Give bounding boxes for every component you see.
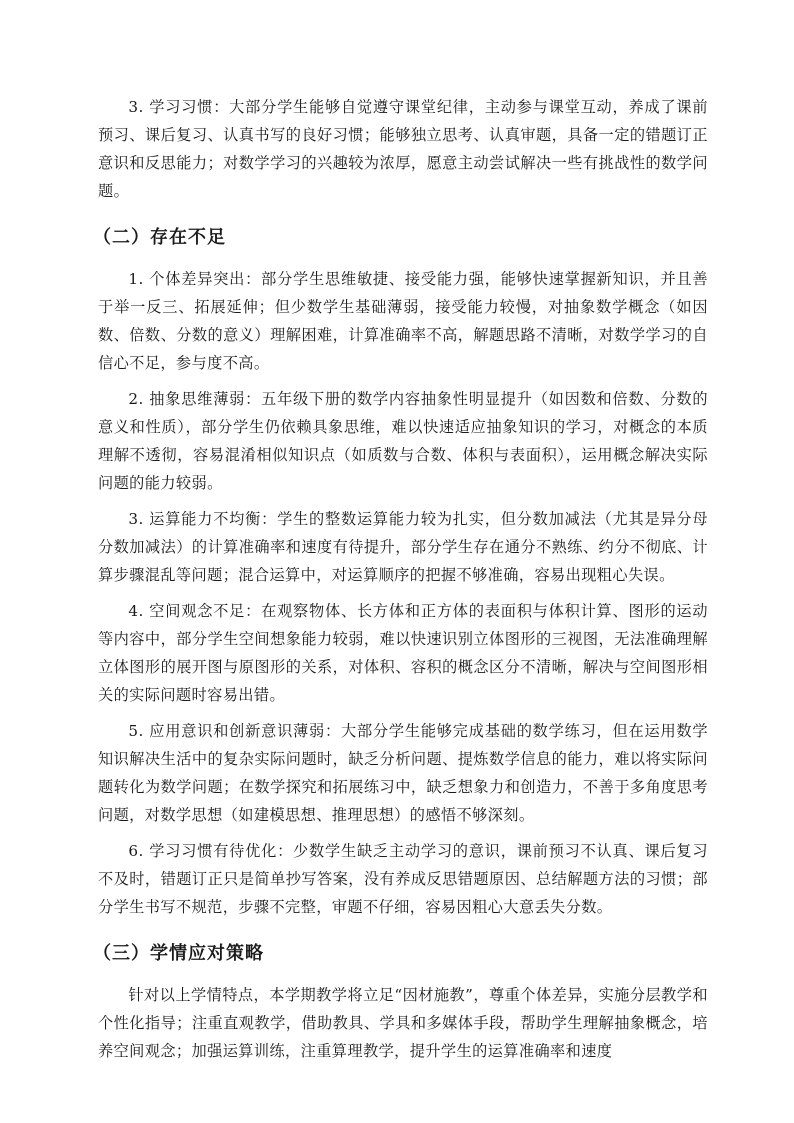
paragraph-study-habits: 6. 学习习惯有待优化：少数学生缺乏主动学习的意识，课前预习不认真、课后复习不及时，错题订正只是简单抄写答案，没有养成反思错题原因、总结解题方法的习惯；部分学生书写不规范，步骤不完整，审题不仔细，容易因粗心大意丢失分数。 [98,842,708,916]
paragraph-spatial-concept: 4. 空间观念不足：在观察物体、长方体和正方体的表面积与体积计算、图形的运动等内容中，部分学生空间想象能力较弱，难以快速识别立体图形的三视图，无法准确理解立体图形的展开图与原图形的关系，对体积、容积的概念区分不清晰，解决与空间图形相关的实际问题时容易出错。 [98,602,708,704]
paragraph-individual-differences: 1. 个体差异突出：部分学生思维敏捷、接受能力强，能够快速掌握新知识，并且善于举一反三、拓展延伸；但少数学生基础薄弱，接受能力较慢，对抽象数学概念（如因数、倍数、分数的意义）理解困难，计算准确率不高，解题思路不清晰，对数学学习的自信心不足，参与度不高。 [98,270,708,372]
paragraph-learning-habits: 3. 学习习惯：大部分学生能够自觉遵守课堂纪律，主动参与课堂互动，养成了课前预习、课后复习、认真书写的良好习惯；能够独立思考、认真审题，具备一定的错题订正意识和反思能力；对数学学习的兴趣较为浓厚，愿意主动尝试解决一些有挑战性的数学问题。 [98,98,708,200]
paragraph-strategies: 针对以上学情特点，本学期教学将立足“因材施教”，尊重个体差异，实施分层教学和个性化指导；注重直观教学，借助教具、学具和多媒体手段，帮助学生理解抽象概念，培养空间观念；加强运算训练，注重算理教学，提升学生的运算准确率和速度 [98,986,708,1060]
paragraph-computation-ability: 3. 运算能力不均衡：学生的整数运算能力较为扎实，但分数加减法（尤其是异分母分数加减法）的计算准确率和速度有待提升，部分学生存在通分不熟练、约分不彻底、计算步骤混乱等问题；混合运算中，对运算顺序的把握不够准确，容易出现粗心失误。 [98,510,708,584]
document-body [93,93,708,1073]
section-heading-shortcomings: （二）存在不足 [93,227,226,248]
paragraph-application-innovation: 5. 应用意识和创新意识薄弱：大部分学生能够完成基础的数学练习，但在运用数学知识解决生活中的复杂实际问题时，缺乏分析问题、提炼数学信息的能力，难以将实际问题转化为数学问题；在数学探究和拓展练习中，缺乏想象力和创造力，不善于多角度思考问题，对数学思想（如建模思想、推理思想）的感悟不够深刻。 [98,722,708,824]
paragraph-abstract-thinking: 2. 抽象思维薄弱：五年级下册的数学内容抽象性明显提升（如因数和倍数、分数的意义和性质），部分学生仍依赖具象思维，难以快速适应抽象知识的学习，对概念的本质理解不透彻，容易混淆相似知识点（如质数与合数、体积与表面积），运用概念解决实际问题的能力较弱。 [98,390,708,492]
section-heading-strategies: （三）学情应对策略 [93,943,264,964]
